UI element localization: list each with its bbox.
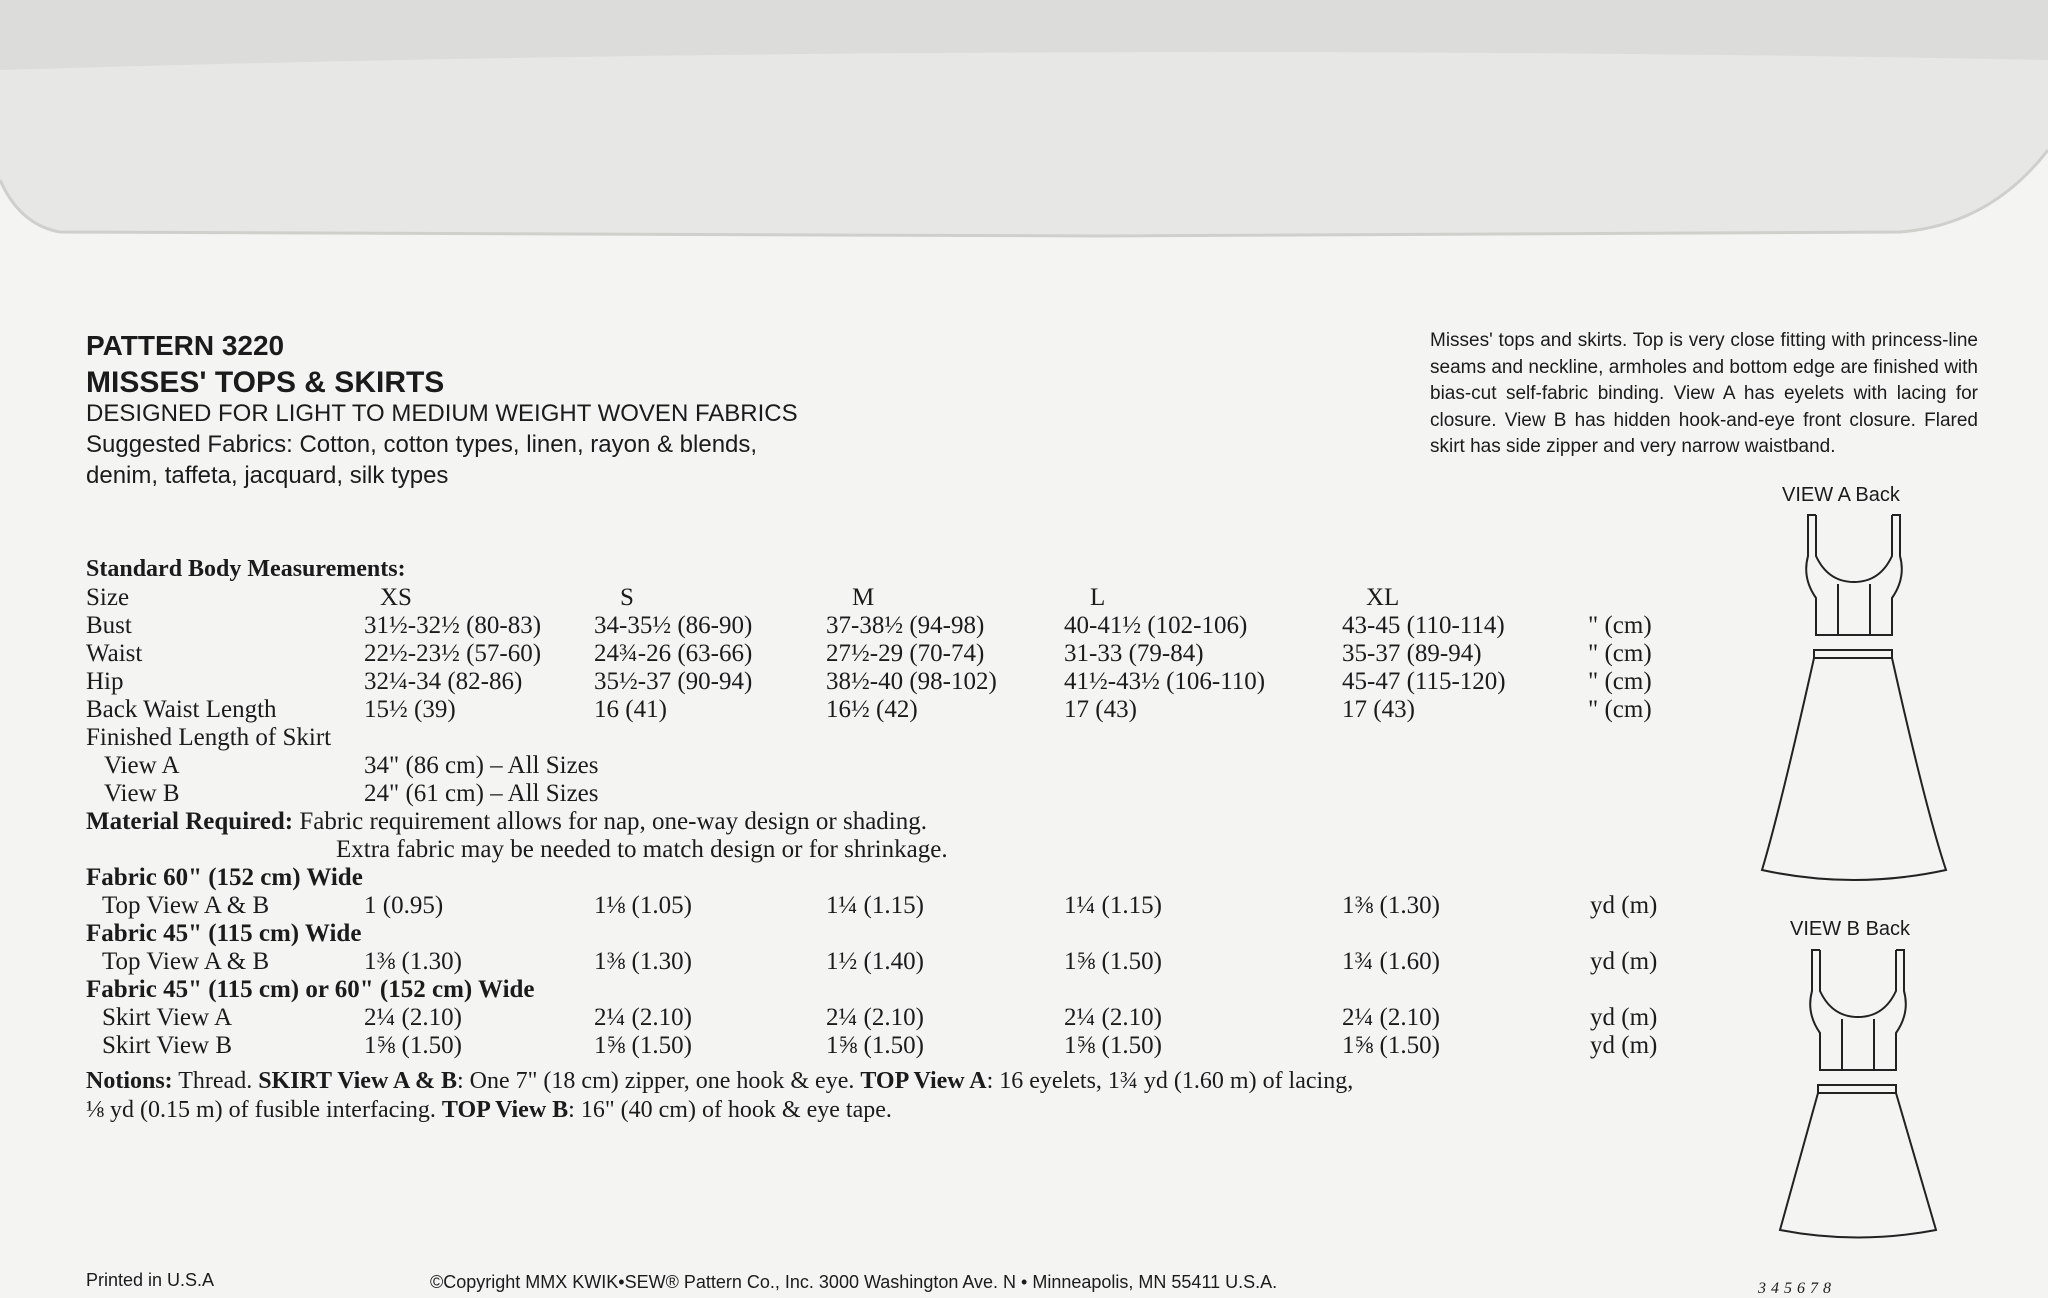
yardage-value: 1⅜ (1.30) [1342,892,1440,919]
notions-text: : 16 eyelets, 1¾ yd (1.60 m) of lacing, [986,1068,1354,1094]
yardage-unit: yd (m) [1590,1032,1658,1059]
size-label: Size [86,584,130,611]
notions-top-b-label: TOP View B [441,1097,569,1123]
measurement-value: 31½-32½ (80-83) [364,612,542,639]
measurement-value: 45-47 (115-120) [1342,668,1506,695]
finished-length-view: View A [104,752,180,779]
measurement-value: 27½-29 (70-74) [826,640,985,667]
measurement-value: 37-38½ (94-98) [826,612,985,639]
measurement-value: 34-35½ (86-90) [594,612,753,639]
notions-text: : 16" (40 cm) of hook & eye tape. [568,1097,892,1123]
material-label: Material Required: [86,808,294,835]
yardage-value: 1¼ (1.15) [826,892,924,919]
pattern-number: PATTERN 3220 [86,330,285,361]
size-header: S [620,584,634,611]
measurement-value: 17 (43) [1342,696,1415,723]
finished-length-value: 34" (86 cm) – All Sizes [364,752,599,779]
yardage-value: 1 (0.95) [364,892,444,919]
yardage-label: Top View A & B [102,948,270,975]
yardage-label: Skirt View B [102,1032,232,1059]
finished-length-label: Finished Length of Skirt [86,724,332,751]
measurement-value: 16 (41) [594,696,667,723]
measurement-label: Waist [86,640,143,667]
yardage-unit: yd (m) [1590,1004,1658,1031]
yardage-value: 1⅝ (1.50) [826,1032,924,1059]
yardage-value: 1⅜ (1.30) [594,948,692,975]
size-header: M [852,584,875,611]
measurement-unit: " (cm) [1588,640,1652,667]
view-a-label: VIEW A Back [1782,484,1900,506]
yardage-value: 1¼ (1.15) [1064,892,1162,919]
fabric-weight-note: DESIGNED FOR LIGHT TO MEDIUM WEIGHT WOVEN FABRICS [86,400,798,427]
yardage-unit: yd (m) [1590,948,1658,975]
yardage-value: 1⅝ (1.50) [364,1032,462,1059]
notions-text: : One 7" (18 cm) zipper, one hook & eye. [456,1068,861,1094]
yardage-value: 2¼ (2.10) [826,1004,924,1031]
notions-text: ⅛ yd (0.15 m) of fusible interfacing. [86,1097,442,1123]
view-a-garment-illustration [1750,510,1960,885]
pattern-description: Misses' tops and skirts. Top is very close fitting with princess-line seams and neckline, armholes and bottom edge are finished with bias-cut self-fabric binding. View A has eyelets with lacing for closure. View B has hidden hook-and-eye front closure. Flared skirt has side zipper and very narrow waistband. [1430,330,1978,457]
yardage-unit: yd (m) [1590,892,1658,919]
yardage-value: 1⅝ (1.50) [1064,1032,1162,1059]
measurement-value: 32¼-34 (82-86) [364,668,523,695]
yardage-value: 1¾ (1.60) [1342,948,1440,975]
measurement-value: 41½-43½ (106-110) [1064,668,1266,695]
measurement-value: 16½ (42) [826,696,918,723]
yardage-value: 2¼ (2.10) [364,1004,462,1031]
measurements-heading: Standard Body Measurements: [86,556,406,582]
notions-label: Notions: [86,1068,173,1094]
notions-line-1 [86,1068,1353,1095]
finished-length-view: View B [104,780,180,807]
measurement-value: 38½-40 (98-102) [826,668,997,695]
copyright-notice: ©Copyright MMX KWIK•SEW® Pattern Co., Inc. 3000 Washington Ave. N • Minneapolis, MN 55411 U.S.A. [430,1272,1278,1292]
measurement-value: 15½ (39) [364,696,456,723]
suggested-fabrics-line-2: denim, taffeta, jacquard, silk types [86,462,449,489]
measurement-value: 43-45 (110-114) [1342,612,1505,639]
measurement-label: Bust [86,612,132,639]
yardage-value: 1⅝ (1.50) [1342,1032,1440,1059]
measurement-unit: " (cm) [1588,668,1652,695]
measurement-value: 35½-37 (90-94) [594,668,753,695]
measurement-unit: " (cm) [1588,612,1652,639]
measurement-value: 31-33 (79-84) [1064,640,1204,667]
measurement-unit: " (cm) [1588,696,1652,723]
yardage-value: 1⅛ (1.05) [594,892,692,919]
printed-in-note: Printed in U.S.A [86,1270,215,1290]
notions-skirt-label: SKIRT View A & B [258,1068,457,1094]
size-header: XS [380,584,412,611]
yardage-value: 1⅜ (1.30) [364,948,462,975]
yardage-label: Top View A & B [102,892,270,919]
yardage-value: 2¼ (2.10) [594,1004,692,1031]
fabric-group-heading: Fabric 45" (115 cm) or 60" (152 cm) Wide [86,976,535,1003]
view-b-garment-illustration [1770,945,1950,1255]
catalog-code: 345678 [1758,1280,1836,1297]
measurement-label: Back Waist Length [86,696,277,723]
measurement-value: 40-41½ (102-106) [1064,612,1248,639]
measurement-value: 24¾-26 (63-66) [594,640,753,667]
fabric-group-heading: Fabric 60" (152 cm) Wide [86,864,363,891]
notions-line-2 [86,1097,892,1124]
measurement-value: 22½-23½ (57-60) [364,640,542,667]
size-header: XL [1366,584,1400,611]
finished-length-value: 24" (61 cm) – All Sizes [364,780,599,807]
suggested-fabrics-line-1: Suggested Fabrics: Cotton, cotton types, linen, rayon & blends, [86,431,758,458]
measurement-value: 17 (43) [1064,696,1137,723]
pattern-title: MISSES' TOPS & SKIRTS [86,366,445,399]
yardage-value: 1⅝ (1.50) [594,1032,692,1059]
material-line-1: Fabric requirement allows for nap, one-way design or shading. [299,808,927,835]
notions-text: Thread. [172,1068,259,1094]
size-header: L [1090,584,1106,611]
measurement-value: 35-37 (89-94) [1342,640,1482,667]
yardage-value: 2¼ (2.10) [1342,1004,1440,1031]
yardage-value: 1½ (1.40) [826,948,924,975]
view-b-label: VIEW B Back [1790,918,1911,940]
yardage-value: 2¼ (2.10) [1064,1004,1162,1031]
material-required [86,808,927,836]
envelope-flap [0,0,2048,240]
measurement-label: Hip [86,668,124,695]
yardage-label: Skirt View A [102,1004,232,1031]
yardage-value: 1⅝ (1.50) [1064,948,1162,975]
material-line-2: Extra fabric may be needed to match design or for shrinkage. [336,836,948,863]
notions-top-a-label: TOP View A [860,1068,987,1094]
fabric-group-heading: Fabric 45" (115 cm) Wide [86,920,362,947]
